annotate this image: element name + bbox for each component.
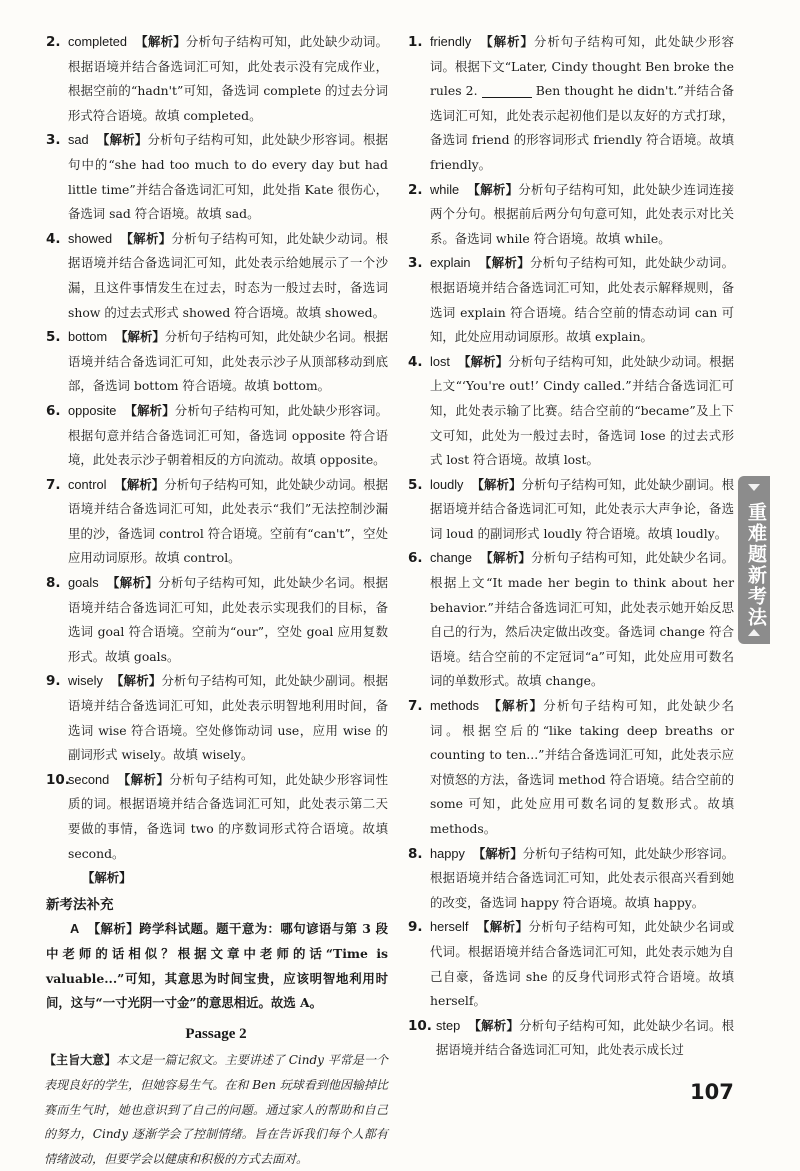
item-number: 7.	[46, 476, 61, 493]
item-number: 4.	[46, 230, 61, 247]
side-tab	[738, 476, 770, 644]
analysis-tag: 【解析】	[479, 550, 532, 566]
analysis-tag: 【解析】	[115, 329, 165, 345]
analysis-tag: 【解析】	[120, 230, 172, 246]
analysis-text: 分析句子结构可知，此处缺少副词。根据语境并结合备选词汇可知，此处表示大声争论，备选词 loud 的副词形式 loudly 符合语境。故填 loudly。	[430, 476, 735, 541]
item-number: 6.	[408, 550, 423, 567]
answer-item	[44, 227, 388, 325]
analysis-text: 跨学科试题。题干意为：哪句谚语与第 3 段中老师的话相似？根据文章中老师的话“Time is valuable...”可知，其意思为时间宝贵，应该明智地利用时间，这与“一寸光阴一寸金”的意思相近。故选 A。	[46, 921, 389, 1011]
analysis-tag: 【解析】	[82, 870, 132, 886]
analysis-tag: 【解析】	[468, 1017, 520, 1033]
side-tab-label: 重难题新考法	[745, 502, 767, 628]
answer-word: second	[68, 771, 110, 787]
analysis-tag: 【解析】	[106, 575, 159, 591]
answer-item	[406, 178, 734, 252]
answer-item	[406, 1014, 734, 1063]
answer-word: explain	[430, 255, 471, 271]
summary-tag: 【主旨大意】	[44, 1053, 117, 1068]
answer-word: step	[436, 1017, 461, 1033]
item-number: 3.	[408, 255, 423, 272]
analysis-text: 分析句子结构可知，此处缺少动词。根据语境并结合备选词汇可知，此处表示给她展示了一个沙漏，且这件事情发生在过去，时态为一般过去时，备选词 show 的过去式形式 showed 符合语境。故填 showed。	[68, 230, 389, 320]
answer-word: wisely	[68, 673, 103, 689]
item-number: 5.	[46, 329, 61, 346]
left-column	[44, 30, 388, 1171]
analysis-text: 分析句子结构可知，此处缺少名词。根据语境并结合备选词汇可知，此处表示成长过	[436, 1017, 735, 1058]
item-number: 8.	[408, 845, 423, 862]
answer-word: goals	[68, 575, 99, 591]
answer-item	[44, 866, 388, 891]
analysis-text: 分析句子结构可知，此处缺少副词。根据语境并结合备选词汇可知，此处表示明智地利用时间，备选词 wise 符合语境。空处修饰动词 use，应用 wise 的副词形式 wisely。故填 wisely。	[68, 673, 389, 763]
analysis-text: 分析句子结构可知，此处缺少名词。根据空后的“like taking deep breaths or counting to ten...”并结合备选词汇可知，此处表示应对愤怒的方法，备选词 method 符合语境。结合空前的 some 可知，此处应用可数名词的复数形式。故填 methods。	[430, 698, 735, 836]
right-column	[406, 30, 734, 1063]
answer-item	[44, 768, 388, 866]
analysis-text: 分析句子结构可知，此处缺少动词。根据语境并结合备选词汇可知，此处表示解释规则，备选词 explain 符合语境。结合空前的情态动词 can 可知，此处应用动词原形。故填 explain。	[430, 255, 734, 345]
analysis-tag: 【解析】	[114, 476, 165, 492]
answer-item	[406, 473, 734, 547]
answer-item	[44, 128, 388, 226]
analysis-text: 分析句子结构可知，此处缺少形容词。根据句意并结合备选词汇可知，备选词 opposite 符合语境，此处表示沙子朝着相反的方向流动。故填 opposite。	[68, 402, 389, 468]
analysis-tag: 【解析】	[124, 402, 175, 418]
answer-item	[406, 915, 734, 1013]
item-number: 1.	[408, 34, 423, 50]
answer-word: while	[430, 181, 460, 197]
item-number: 8.	[46, 575, 61, 592]
answer-item	[406, 842, 734, 916]
passage-title: Passage 2	[185, 1025, 247, 1042]
answer-word: herself	[430, 919, 469, 935]
analysis-tag: 【解析】	[467, 181, 519, 197]
item-number: 10.	[46, 771, 70, 788]
answer-item	[44, 325, 388, 399]
analysis-tag: 【解析】	[472, 845, 523, 861]
analysis-tag: 【解析】	[471, 476, 522, 492]
answer-word: happy	[430, 845, 465, 861]
item-number: 2.	[408, 181, 423, 198]
item-number: 6.	[46, 402, 61, 419]
analysis-tag: 【解析】	[457, 353, 509, 369]
answer-item	[44, 571, 388, 669]
analysis-text: 分析句子结构可知，此处缺少连词连接两个分句。根据前后两分句句意可知，此处表示对比关系。备选词 while 符合语境。故填 while。	[430, 181, 735, 246]
answer-word: completed	[68, 34, 128, 49]
analysis-tag: 【解析】	[487, 698, 544, 714]
item-number: 10.	[408, 1017, 432, 1034]
answer-item	[406, 30, 734, 178]
answer-item	[44, 669, 388, 767]
analysis-tag: 【解析】	[135, 34, 186, 49]
analysis-text: 分析句子结构可知，此处缺少名词。根据上文“It made her begin to think about her behavior.”并结合备选词汇可知，此处表示她开始反思自己的行为，然后决定做出改变。备选词 change 符合语境。结合空前的不定冠词“a”可知，此处应用可数名词的单数形式。故填 change。	[430, 550, 735, 689]
analysis-text: 分析句子结构可知，此处缺少形容词性质的词。根据语境并结合备选词汇可知，此处表示第二天要做的事情，备选词 two 的序数词形式符合语境。故填 second。	[68, 771, 389, 861]
answer-item	[44, 30, 388, 128]
item-number: 5.	[408, 476, 423, 493]
item-number: 7.	[408, 698, 423, 715]
answer-word: bottom	[68, 329, 108, 345]
answer-word: opposite	[68, 402, 117, 418]
answer-word: showed	[68, 230, 113, 246]
analysis-tag: 【解析】	[476, 919, 529, 935]
summary-paragraph	[44, 1048, 388, 1171]
answer-item	[406, 350, 734, 473]
answer-word: control	[68, 476, 107, 492]
triangle-up-icon	[748, 484, 760, 491]
new-method-title: 新考法补充	[46, 896, 114, 913]
answer-word: friendly	[430, 34, 472, 49]
item-number: 4.	[408, 353, 423, 370]
answer-word: lost	[430, 353, 450, 369]
analysis-text: 分析句子结构可知，此处缺少形容词。根据语境并结合备选词汇可知，此处表示很高兴看到她的改变，备选词 happy 符合语境。故填 happy。	[430, 845, 735, 910]
answer-word: loudly	[430, 476, 464, 492]
answer-item	[406, 694, 734, 842]
analysis-text: 分析句子结构可知，此处缺少形容词。根据下文“Later, Cindy thought Ben broke the rules 2.	[430, 34, 735, 99]
analysis-tag: 【解析】	[87, 921, 140, 937]
answer-item	[44, 399, 388, 473]
triangle-down-icon	[748, 629, 760, 636]
item-number: 9.	[408, 919, 423, 936]
answer-word: A	[70, 921, 80, 937]
blank-line	[482, 83, 532, 98]
analysis-text: 分析句子结构可知，此处缺少动词。根据语境并结合备选词汇可知，此处表示“我们”无法控制沙漏里的沙，备选词 control 符合语境。空前有“can't”，空处应用动词原形。故填 control。	[68, 476, 389, 566]
answer-item	[406, 251, 734, 349]
page-number: 107	[690, 1080, 734, 1104]
analysis-text: 分析句子结构可知，此处缺少名词或代词。根据语境并结合备选词汇可知，此处表示她为自己自豪，备选词 she 的反身代词形式符合语境。故填 herself。	[430, 919, 735, 1009]
analysis-tag: 【解析】	[479, 34, 534, 49]
analysis-text: 分析句子结构可知，此处缺少动词。根据语境并结合备选词汇可知，此处表示没有完成作业，根据空前的“hadn't”可知，备选词 complete 的过去分词形式符合语境。故填 completed。	[68, 34, 389, 123]
answer-word: sad	[68, 132, 89, 148]
analysis-tag: 【解析】	[478, 255, 531, 271]
answer-item	[44, 473, 388, 571]
item-number: 2.	[46, 34, 61, 50]
analysis-tag: 【解析】	[110, 673, 162, 689]
answer-word: methods	[430, 698, 480, 714]
answer-item	[406, 546, 734, 694]
answer-word: change	[430, 550, 472, 566]
item-number: 9.	[46, 673, 61, 690]
item-number: 3.	[46, 132, 61, 149]
analysis-tag: 【解析】	[117, 771, 170, 787]
analysis-text: 分析句子结构可知，此处缺少动词。根据上文“‘You're out!’ Cindy called.”并结合备选词汇可知，此处表示输了比赛。结合空前的“became”及上下文可知，此处为一般过去时，备选词 lose 的过去式形式 lost 符合语境。故填 lost。	[430, 353, 735, 468]
analysis-text: Ben thought he didn't.”并结合备选词汇可知，此处表示起初他们是以友好的方式打球，备选词 friend 的形容词形式 friendly 符合语境。故填 friendly。	[430, 83, 734, 172]
analysis-text: 分析句子结构可知，此处缺少形容词。根据句中的“she had too much to do every day but had little time”并结合备选词汇可知，此处指 Kate 很伤心，备选词 sad 符合语境。故填 sad。	[68, 132, 389, 222]
analysis-tag: 【解析】	[96, 132, 148, 148]
summary-text: 本文是一篇记叙文。主要讲述了 Cindy 平常是一个表现良好的学生，但她容易生气。在和 Ben 玩球看到他因输掉比赛而生气时，她也意识到了自己的问题。通过家人的帮助和自己的努力，Cindy 逐渐学会了控制情绪。旨在告诉我们每个人都有情绪波动，但要学会以健康和积极的方式去面对。	[44, 1053, 388, 1166]
new-method-paragraph	[44, 917, 388, 1015]
analysis-text: 分析句子结构可知，此处缺少名词。根据语境并结合备选词汇可知，此处表示沙子从顶部移动到底部，备选词 bottom 符合语境。故填 bottom。	[68, 329, 389, 394]
analysis-text: 分析句子结构可知，此处缺少名词。根据语境并结合备选词汇可知，此处表示实现我们的目标，备选词 goal 符合语境。空前为“our”，空处 goal 应用复数形式。故填 goals。	[68, 575, 389, 664]
